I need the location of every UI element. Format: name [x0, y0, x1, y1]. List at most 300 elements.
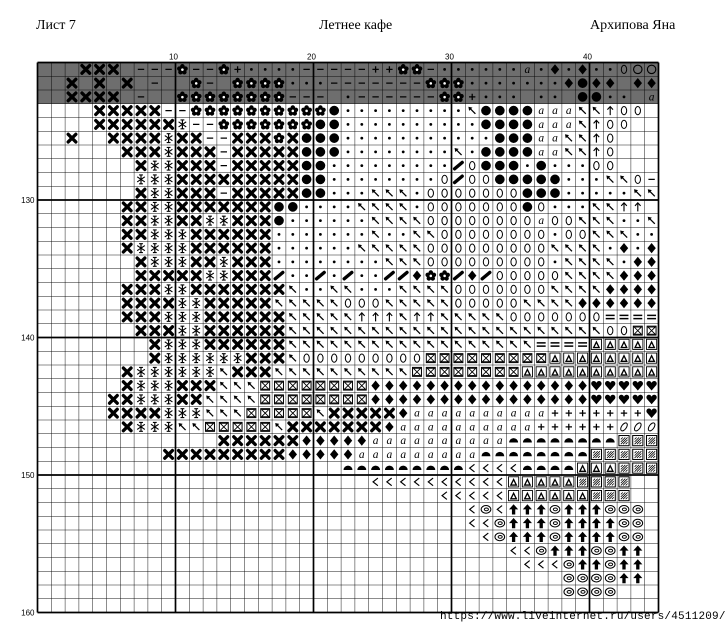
semicircle-symbol: [523, 466, 532, 470]
diagonal-arrow-symbol: [330, 299, 337, 306]
diamond-symbol: [399, 381, 407, 391]
diamond-symbol: [440, 381, 448, 391]
semicircle-symbol: [426, 466, 435, 470]
cross-symbol: [123, 107, 131, 115]
oval-symbol: [373, 354, 378, 362]
small-dot-symbol: [485, 137, 488, 140]
large-dot-symbol: [495, 133, 505, 143]
diamond-symbol: [509, 394, 517, 404]
bowtie-symbol: [261, 409, 270, 418]
small-dot-symbol: [554, 205, 557, 208]
left-chevron-symbol: [456, 492, 461, 500]
cross-symbol: [123, 409, 131, 417]
diagonal-arrow-symbol: [248, 396, 255, 403]
triangle-symbol: [633, 367, 643, 377]
semicircle-symbol: [523, 452, 532, 456]
diagonal-arrow-symbol: [413, 327, 420, 334]
small-dot-symbol: [360, 137, 363, 140]
diagonal-arrow-symbol: [330, 368, 337, 375]
oval-symbol: [497, 230, 502, 238]
diagonal-arrow-symbol: [372, 341, 379, 348]
diagonal-arrow-symbol: [413, 217, 420, 224]
triangle-symbol: [591, 367, 601, 377]
small-dot-symbol: [278, 247, 281, 250]
flower-symbol: [191, 105, 202, 115]
plus-symbol: [579, 424, 585, 430]
italic-a-symbol: [538, 146, 544, 158]
diagonal-arrow-symbol: [358, 368, 365, 375]
large-dot-symbol: [523, 147, 533, 157]
italic-a-symbol: [511, 408, 517, 420]
oval-symbol: [470, 189, 475, 197]
oval-symbol: [608, 120, 613, 128]
cross-symbol: [248, 354, 256, 362]
cross-symbol: [234, 286, 242, 294]
flower-symbol: [315, 105, 326, 115]
flower-symbol: [287, 105, 298, 115]
small-dot-symbol: [416, 137, 419, 140]
left-chevron-symbol: [456, 478, 461, 486]
small-dot-symbol: [388, 109, 391, 112]
small-dot-symbol: [554, 260, 557, 263]
italic-a-symbol: [552, 119, 558, 131]
oval-symbol: [497, 244, 502, 252]
italic-a-symbol: [552, 105, 558, 117]
left-chevron-symbol: [442, 478, 447, 486]
column-number-label: 20: [307, 52, 316, 62]
diagonal-arrow-symbol: [413, 286, 420, 293]
diagonal-arrow-symbol: [579, 134, 586, 141]
bold-up-arrow-symbol: [592, 504, 601, 514]
oval-symbol: [511, 313, 516, 321]
small-dot-symbol: [609, 247, 612, 250]
cross-symbol: [179, 176, 187, 184]
bowtie-symbol: [206, 422, 215, 431]
italic-a-symbol: [359, 449, 365, 461]
diagonal-arrow-symbol: [399, 217, 406, 224]
snowflake-symbol: [137, 367, 145, 376]
small-dot-symbol: [416, 205, 419, 208]
oval-symbol: [635, 175, 640, 183]
large-dot-symbol: [316, 120, 326, 130]
snowflake-symbol: [165, 312, 173, 321]
italic-a-symbol: [414, 435, 420, 447]
flower-symbol: [232, 105, 243, 115]
left-chevron-symbol: [525, 547, 530, 555]
cross-symbol: [179, 189, 187, 197]
diamond-symbol: [427, 381, 435, 391]
bowtie-symbol: [426, 367, 435, 376]
flower-symbol: [425, 270, 436, 280]
diagonal-arrow-symbol: [275, 423, 282, 430]
oval-symbol: [456, 285, 461, 293]
small-dot-symbol: [581, 178, 584, 181]
cross-symbol: [220, 286, 228, 294]
up-arrow-symbol: [635, 203, 641, 212]
spiral-symbol: [536, 547, 546, 555]
small-dot-symbol: [347, 233, 350, 236]
oval-symbol: [566, 217, 571, 225]
cross-symbol: [165, 327, 173, 335]
cross-symbol: [248, 134, 256, 142]
large-dot-symbol: [495, 175, 505, 185]
plus-symbol: [607, 410, 613, 416]
diagonal-arrow-symbol: [565, 286, 572, 293]
diamond-symbol: [565, 381, 573, 391]
large-dot-symbol: [329, 133, 339, 143]
small-dot-symbol: [457, 109, 460, 112]
diagonal-arrow-symbol: [482, 327, 489, 334]
small-dot-symbol: [623, 95, 626, 98]
diagonal-arrow-symbol: [579, 121, 586, 128]
cross-symbol: [123, 313, 131, 321]
oval-symbol: [414, 354, 419, 362]
diagonal-arrow-symbol: [593, 327, 600, 334]
cross-symbol: [234, 451, 242, 459]
triangle-symbol: [619, 367, 629, 377]
large-dot-symbol: [509, 161, 519, 171]
triangle-symbol: [509, 477, 519, 487]
triangle-symbol: [619, 339, 629, 349]
small-dot-symbol: [374, 150, 377, 153]
snowflake-symbol: [179, 230, 187, 239]
cross-symbol: [137, 121, 145, 129]
diagonal-arrow-symbol: [648, 189, 655, 196]
bold-up-arrow-symbol: [523, 504, 532, 514]
cross-symbol: [261, 148, 269, 156]
bowtie-symbol: [537, 354, 546, 363]
triangle-symbol: [536, 477, 546, 487]
cross-symbol: [137, 107, 145, 115]
cross-symbol: [206, 176, 214, 184]
diagonal-arrow-symbol: [413, 244, 420, 251]
plus-symbol: [607, 424, 613, 430]
small-dot-symbol: [471, 150, 474, 153]
small-dot-symbol: [360, 233, 363, 236]
diagonal-arrow-symbol: [317, 341, 324, 348]
italic-a-symbol: [428, 435, 434, 447]
heart-symbol: [605, 381, 615, 390]
diagonal-arrow-symbol: [427, 299, 434, 306]
oval-symbol: [525, 217, 530, 225]
diamond-symbol: [468, 271, 476, 281]
cross-symbol: [151, 107, 159, 115]
left-chevron-symbol: [511, 464, 516, 472]
oval-symbol: [442, 244, 447, 252]
oval-symbol: [621, 120, 626, 128]
cross-symbol: [206, 231, 214, 239]
bold-up-arrow-symbol: [564, 546, 573, 556]
left-chevron-symbol: [525, 561, 530, 569]
left-chevron-symbol: [470, 506, 475, 514]
small-dot-symbol: [374, 288, 377, 291]
snowflake-symbol: [151, 395, 159, 404]
diagonal-arrow-symbol: [482, 313, 489, 320]
cross-symbol: [151, 354, 159, 362]
triangle-symbol: [536, 367, 546, 377]
large-dot-symbol: [316, 133, 326, 143]
cross-symbol: [248, 203, 256, 211]
cross-symbol: [261, 134, 269, 142]
snowflake-symbol: [206, 216, 214, 225]
diagonal-arrow-symbol: [317, 409, 324, 416]
cross-symbol: [206, 189, 214, 197]
small-dot-symbol: [305, 274, 308, 277]
bowtie-symbol: [302, 395, 311, 404]
snowflake-symbol: [151, 202, 159, 211]
plus-symbol: [538, 424, 544, 430]
diagonal-arrow-symbol: [606, 217, 613, 224]
diagonal-arrow-symbol: [565, 134, 572, 141]
cross-symbol: [165, 121, 173, 129]
cross-symbol: [289, 148, 297, 156]
cross-symbol: [234, 258, 242, 266]
small-dot-symbol: [416, 164, 419, 167]
diagonal-arrow-symbol: [455, 148, 462, 155]
cross-symbol: [165, 272, 173, 280]
spiral-symbol: [605, 506, 615, 514]
spiral-symbol: [550, 506, 560, 514]
large-dot-symbol: [578, 92, 588, 102]
diagonal-arrow-symbol: [455, 327, 462, 334]
flower-symbol: [260, 105, 271, 115]
bowtie-symbol: [275, 381, 284, 390]
diagonal-arrow-symbol: [565, 244, 572, 251]
small-dot-symbol: [347, 123, 350, 126]
diamond-symbol: [468, 381, 476, 391]
oval-symbol: [442, 258, 447, 266]
plus-symbol: [635, 410, 641, 416]
left-chevron-symbol: [470, 519, 475, 527]
semicircle-symbol: [564, 452, 573, 456]
diamond-symbol: [551, 381, 559, 391]
cross-symbol: [179, 396, 187, 404]
small-dot-symbol: [595, 178, 598, 181]
diagonal-arrow-symbol: [634, 189, 641, 196]
large-dot-symbol: [578, 78, 588, 88]
small-dot-symbol: [360, 274, 363, 277]
small-dot-symbol: [388, 288, 391, 291]
italic-a-symbol: [400, 435, 406, 447]
cross-symbol: [192, 382, 200, 390]
large-dot-symbol: [302, 147, 312, 157]
large-dot-symbol: [495, 147, 505, 157]
diagonal-arrow-symbol: [386, 258, 393, 265]
cross-symbol: [234, 217, 242, 225]
spiral-symbol: [578, 588, 588, 596]
small-dot-symbol: [402, 150, 405, 153]
diagonal-arrow-symbol: [620, 176, 627, 183]
left-chevron-symbol: [497, 478, 502, 486]
oval-symbol: [608, 148, 613, 156]
cross-symbol: [123, 134, 131, 142]
cross-symbol: [151, 313, 159, 321]
cross-symbol: [261, 437, 269, 445]
flower-symbol: [287, 119, 298, 129]
cross-symbol: [248, 217, 256, 225]
cross-symbol: [220, 299, 228, 307]
italic-a-symbol: [414, 421, 420, 433]
diamond-symbol: [496, 394, 504, 404]
diagonal-arrow-symbol: [399, 327, 406, 334]
bowtie-symbol: [482, 354, 491, 363]
cross-symbol: [68, 134, 76, 142]
flower-symbol: [301, 105, 312, 115]
small-dot-symbol: [485, 95, 488, 98]
left-chevron-symbol: [470, 492, 475, 500]
italic-a-symbol: [566, 105, 572, 117]
large-dot-symbol: [316, 161, 326, 171]
small-dot-symbol: [581, 164, 584, 167]
oval-symbol: [345, 299, 350, 307]
snowflake-symbol: [234, 354, 242, 363]
small-dot-symbol: [374, 260, 377, 263]
spiral-symbol: [592, 588, 602, 596]
diamond-symbol: [647, 257, 655, 267]
small-dot-symbol: [360, 288, 363, 291]
small-dot-symbol: [429, 178, 432, 181]
cross-symbol: [248, 341, 256, 349]
bowtie-symbol: [454, 354, 463, 363]
plus-symbol: [579, 410, 585, 416]
oval-symbol: [552, 217, 557, 225]
cross-symbol: [96, 121, 104, 129]
cross-symbol: [151, 299, 159, 307]
cross-symbol: [151, 121, 159, 129]
cross-symbol: [206, 451, 214, 459]
small-dot-symbol: [360, 164, 363, 167]
snowflake-symbol: [179, 326, 187, 335]
cross-symbol: [137, 231, 145, 239]
bowtie-symbol: [509, 367, 518, 376]
oval-symbol: [608, 134, 613, 142]
large-dot-symbol: [495, 106, 505, 116]
equals-symbol: [606, 315, 615, 318]
diagonal-arrow-symbol: [496, 341, 503, 348]
diagonal-arrow-symbol: [344, 327, 351, 334]
cross-symbol: [137, 203, 145, 211]
cross-symbol: [110, 396, 118, 404]
oval-symbol: [428, 244, 433, 252]
small-dot-symbol: [471, 137, 474, 140]
hatched-box-symbol: [633, 436, 643, 446]
snowflake-symbol: [165, 147, 173, 156]
oval-symbol: [401, 354, 406, 362]
large-dot-symbol: [509, 147, 519, 157]
cross-symbol: [248, 286, 256, 294]
bowtie-symbol: [495, 367, 504, 376]
small-dot-symbol: [360, 109, 363, 112]
snowflake-symbol: [151, 422, 159, 431]
left-chevron-symbol: [470, 464, 475, 472]
diagonal-arrow-symbol: [551, 244, 558, 251]
triangle-symbol: [578, 367, 588, 377]
italic-a-symbol: [400, 421, 406, 433]
small-dot-symbol: [402, 109, 405, 112]
diamond-symbol: [316, 449, 324, 459]
cross-symbol: [137, 148, 145, 156]
bold-up-arrow-symbol: [592, 559, 601, 569]
cross-symbol: [261, 272, 269, 280]
snowflake-symbol: [179, 312, 187, 321]
diamond-symbol: [620, 298, 628, 308]
large-dot-symbol: [536, 188, 546, 198]
up-arrow-symbol: [594, 120, 600, 129]
small-dot-symbol: [305, 82, 308, 85]
snowflake-symbol: [165, 395, 173, 404]
italic-a-symbol: [387, 449, 393, 461]
cross-symbol: [123, 203, 131, 211]
triangle-symbol: [605, 353, 615, 363]
large-dot-symbol: [495, 120, 505, 130]
cross-symbol: [123, 231, 131, 239]
small-dot-symbol: [402, 123, 405, 126]
snowflake-symbol: [220, 216, 228, 225]
bowtie-symbol: [413, 367, 422, 376]
large-dot-symbol: [509, 120, 519, 130]
small-dot-symbol: [291, 82, 294, 85]
left-chevron-symbol: [483, 492, 488, 500]
diamond-symbol: [302, 449, 310, 459]
diamond-symbol: [344, 436, 352, 446]
triangle-symbol: [550, 353, 560, 363]
triangle-symbol: [605, 339, 615, 349]
snowflake-symbol: [165, 422, 173, 431]
cross-symbol: [234, 244, 242, 252]
oval-symbol: [442, 175, 447, 183]
cross-symbol: [192, 189, 200, 197]
equals-symbol: [578, 343, 587, 346]
cross-symbol: [220, 341, 228, 349]
cross-symbol: [261, 176, 269, 184]
author-name: Архипова Яна: [590, 18, 676, 33]
triangle-symbol: [564, 353, 574, 363]
small-dot-symbol: [264, 68, 267, 71]
snowflake-symbol: [179, 285, 187, 294]
cross-symbol: [358, 409, 366, 417]
heart-symbol: [633, 381, 643, 390]
small-dot-symbol: [333, 247, 336, 250]
oval-symbol: [497, 217, 502, 225]
oval-symbol: [442, 217, 447, 225]
italic-a-symbol: [469, 449, 475, 461]
bold-up-arrow-symbol: [592, 518, 601, 528]
large-dot-symbol: [509, 175, 519, 185]
diagonal-arrow-symbol: [648, 217, 655, 224]
cross-symbol: [248, 258, 256, 266]
italic-a-symbol: [428, 449, 434, 461]
cross-symbol: [192, 286, 200, 294]
diagonal-arrow-symbol: [317, 299, 324, 306]
flower-symbol: [274, 105, 285, 115]
triangle-symbol: [578, 463, 588, 473]
small-dot-symbol: [388, 178, 391, 181]
diamond-symbol: [385, 381, 393, 391]
cross-symbol: [206, 244, 214, 252]
semicircle-symbol: [592, 438, 601, 442]
diagonal-arrow-symbol: [510, 341, 517, 348]
diagonal-arrow-symbol: [289, 299, 296, 306]
oval-symbol: [470, 230, 475, 238]
snowflake-symbol: [192, 326, 200, 335]
hatched-box-symbol: [619, 449, 629, 459]
small-dot-symbol: [360, 192, 363, 195]
diagonal-arrow-symbol: [593, 203, 600, 210]
italic-a-symbol: [483, 435, 489, 447]
diagonal-arrow-symbol: [330, 286, 337, 293]
oval-symbol: [511, 230, 516, 238]
cross-symbol: [248, 148, 256, 156]
